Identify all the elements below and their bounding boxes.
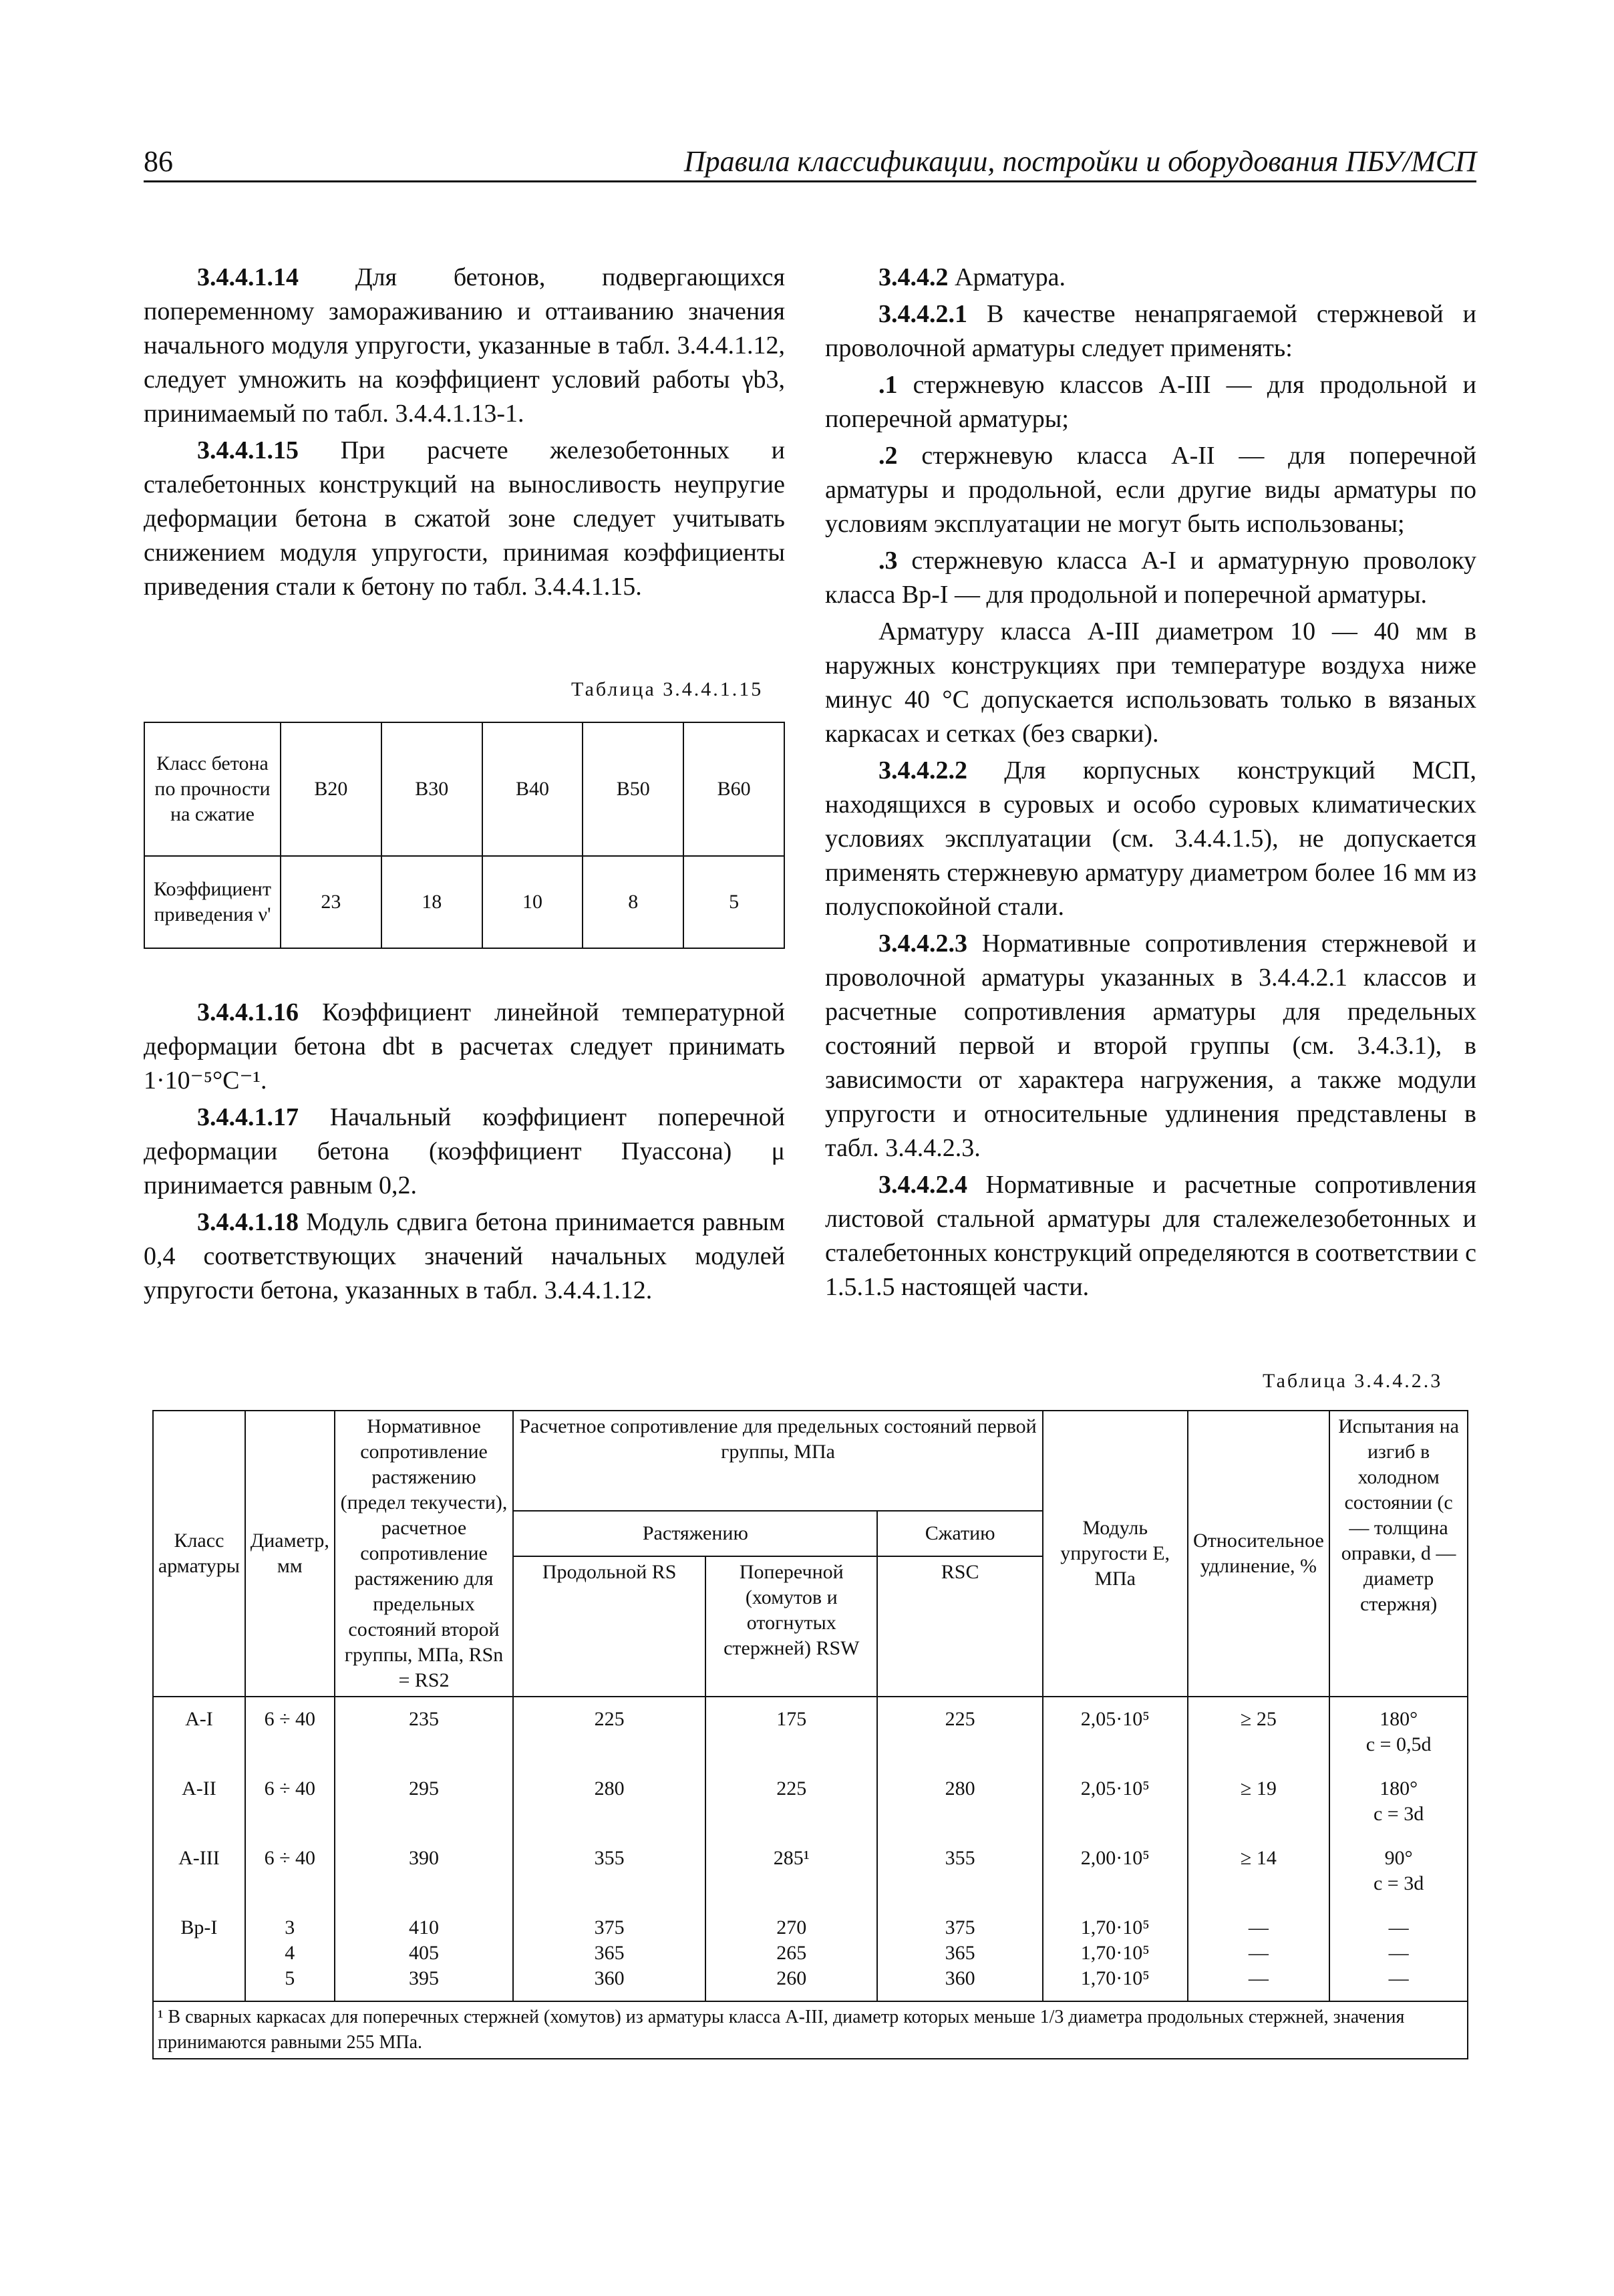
paragraph: Арматуру класса А-III диаметром 10 — 40 мм в наружных конструкциях при температуре воздуха ниже минус 40 °C допускается использовать только в вязаных каркасах и сетках (без сварки). xyxy=(825,617,1476,748)
table-cell: 10 xyxy=(482,856,583,948)
table-cell: 390 xyxy=(335,1836,514,1906)
table-cell: ≥ 14 xyxy=(1188,1836,1330,1906)
table1-caption: Таблица 3.4.4.1.15 xyxy=(571,678,764,700)
header-cell: Расчетное сопротивление для предельных состояний первой группы, МПа xyxy=(513,1411,1042,1511)
header-cell: Продольной RS xyxy=(513,1556,705,1697)
table-row xyxy=(153,1697,1468,1767)
table-cell: 8 xyxy=(583,856,683,948)
header-cell: Диаметр, мм xyxy=(245,1411,335,1697)
running-title: Правила классификации, постройки и оборудования ПБУ/МСП xyxy=(683,145,1476,178)
paragraph: 3.4.4.1.15 При расчете железобетонных и сталебетонных конструкций на выносливость неупругие деформации бетона в сжатой зоне следует учитывать снижением модуля упругости, принимая коэффициенты приведения стали к бетону по табл. 3.4.4.1.15. xyxy=(144,436,785,601)
table-cell: 2,05·10⁵ xyxy=(1043,1767,1188,1836)
table-cell: A-I xyxy=(153,1697,245,1767)
table-cell: 175 xyxy=(705,1697,877,1767)
table-row xyxy=(153,1836,1468,1906)
table-cell: 18 xyxy=(381,856,482,948)
paragraph: 3.4.4.2.4 Нормативные и расчетные сопротивления листовой стальной арматуры для сталежелезобетонных и сталебетонных конструкций определяются в соответствии с 1.5.1.5 настоящей части. xyxy=(825,1171,1476,1301)
table-cell: 295 xyxy=(335,1767,514,1836)
header-cell: Класс арматуры xyxy=(153,1411,245,1697)
table-cell: ≥ 25 xyxy=(1188,1697,1330,1767)
table-cell: 2,05·10⁵ xyxy=(1043,1697,1188,1767)
table-cell: 90° c = 3d xyxy=(1329,1836,1468,1906)
left-column-bottom xyxy=(144,996,785,1310)
table-cell: 355 xyxy=(877,1836,1042,1906)
table-cell: 280 xyxy=(513,1767,705,1836)
table-cell: — — — xyxy=(1188,1906,1330,2001)
table-cell: 225 xyxy=(513,1697,705,1767)
table-cell: 375 365 360 xyxy=(877,1906,1042,2001)
table-cell: 6 ÷ 40 xyxy=(245,1836,335,1906)
header-cell: RSC xyxy=(877,1556,1042,1697)
table-cell: A-III xyxy=(153,1836,245,1906)
table-footnote-row xyxy=(153,2001,1468,2059)
table-cell: 23 xyxy=(281,856,381,948)
header-cell: Сжатию xyxy=(877,1511,1042,1556)
header-cell: Модуль упругости E, МПа xyxy=(1043,1411,1188,1697)
list-item: .3 стержневую класса А-I и арматурную проволоку класса Bp-I — для продольной и поперечной арматуры. xyxy=(825,547,1476,609)
table-reinforcement xyxy=(152,1410,1468,2059)
table-cell: 6 ÷ 40 xyxy=(245,1767,335,1836)
table-cell: 270 265 260 xyxy=(705,1906,877,2001)
table-cell: 285¹ xyxy=(705,1836,877,1906)
left-column-top xyxy=(144,261,785,607)
paragraph: 3.4.4.1.14 Для бетонов, подвергающихся попеременному замораживанию и оттаиванию значения начального модуля упругости, указанные в табл. 3.4.4.1.12, следует умножить на коэффициент условий работы γb3, принимаемый по табл. 3.4.4.1.13-1. xyxy=(144,263,785,428)
paragraph: 3.4.4.2.1 В качестве ненапрягаемой стержневой и проволочной арматуры следует применять: xyxy=(825,300,1476,362)
table-cell: 375 365 360 xyxy=(513,1906,705,2001)
table-cell: — — — xyxy=(1329,1906,1468,2001)
page-header xyxy=(144,142,1476,182)
table-cell: B20 xyxy=(281,722,381,856)
list-item: .2 стержневую класса А-II — для поперечной арматуры и продольной, если другие виды арматуры по условиям эксплуатации не могут быть использованы; xyxy=(825,442,1476,538)
table2-caption: Таблица 3.4.4.2.3 xyxy=(1263,1370,1443,1392)
table-cell: 2,00·10⁵ xyxy=(1043,1836,1188,1906)
table-concrete-coefficients xyxy=(144,722,785,949)
table-cell: 355 xyxy=(513,1836,705,1906)
header-cell: Относительное удлинение, % xyxy=(1188,1411,1330,1697)
table-cell: ≥ 19 xyxy=(1188,1767,1330,1836)
header-cell: Растяжению xyxy=(513,1511,877,1556)
table-cell: 1,70·10⁵ 1,70·10⁵ 1,70·10⁵ xyxy=(1043,1906,1188,2001)
table-row xyxy=(153,1906,1468,2001)
page-number: 86 xyxy=(144,145,173,178)
paragraph: 3.4.4.1.17 Начальный коэффициент поперечной деформации бетона (коэффициент Пуассона) μ принимается равным 0,2. xyxy=(144,1103,785,1199)
table-cell: B60 xyxy=(683,722,784,856)
list-item: .1 стержневую классов А-III — для продольной и поперечной арматуры; xyxy=(825,371,1476,433)
table-cell: 6 ÷ 40 xyxy=(245,1697,335,1767)
paragraph: 3.4.4.2.2 Для корпусных конструкций МСП, находящихся в суровых и особо суровых климатических условиях эксплуатации (см. 3.4.4.1.5), не допускается применять стержневую арматуру диаметром более 16 мм из полуспокойной стали. xyxy=(825,756,1476,921)
table-row xyxy=(144,722,784,856)
paragraph: 3.4.4.1.18 Модуль сдвига бетона принимается равным 0,4 соответствующих значений начальных модулей упругости бетона, указанных в табл. 3.4.4.1.12. xyxy=(144,1208,785,1304)
table-cell: Класс бетона по прочности на сжатие xyxy=(144,722,281,856)
table-cell: 235 xyxy=(335,1697,514,1767)
table-cell: Bp-I xyxy=(153,1906,245,2001)
table-cell: Коэффициент приведения ν' xyxy=(144,856,281,948)
paragraph: 3.4.4.1.16 Коэффициент линейной температурной деформации бетона dbt в расчетах следует принимать 1·10⁻⁵°C⁻¹. xyxy=(144,998,785,1095)
table-cell: 225 xyxy=(705,1767,877,1836)
table-footnote: ¹ В сварных каркасах для поперечных стержней (хомутов) из арматуры класса А-III, диаметр которых меньше 1/3 диаметра продольных стержней, значения принимаются равными 255 МПа. xyxy=(153,2001,1468,2059)
table-cell: 180° c = 0,5d xyxy=(1329,1697,1468,1767)
table-cell: 410 405 395 xyxy=(335,1906,514,2001)
table-cell: 225 xyxy=(877,1697,1042,1767)
table-row xyxy=(144,856,784,948)
table-cell: A-II xyxy=(153,1767,245,1836)
paragraph: 3.4.4.2.3 Нормативные сопротивления стержневой и проволочной арматуры указанных в 3.4.4.2.1 классов и расчетные сопротивления арматуры для предельных состояний первой и второй группы (см. 3.4.3.1), в зависимости от характера нагружения, а также модули упругости и относительные удлинения представлены в табл. 3.4.4.2.3. xyxy=(825,929,1476,1162)
table-cell: 280 xyxy=(877,1767,1042,1836)
table-header-row xyxy=(153,1411,1468,1511)
table-row xyxy=(153,1767,1468,1836)
table-cell: 180° c = 3d xyxy=(1329,1767,1468,1836)
header-cell: Испытания на изгиб в холодном состоянии (c — толщина оправки, d — диаметр стержня) xyxy=(1329,1411,1468,1697)
table-cell: B50 xyxy=(583,722,683,856)
table-cell: B30 xyxy=(381,722,482,856)
paragraph: 3.4.4.2 Арматура. xyxy=(878,263,1066,291)
header-cell: Нормативное сопротивление растяжению (предел текучести), расчетное сопротивление растяжению для предельных состояний второй группы, МПа, RSn = RS2 xyxy=(335,1411,514,1697)
table-cell: 5 xyxy=(683,856,784,948)
right-column xyxy=(825,261,1476,1307)
table-cell: 3 4 5 xyxy=(245,1906,335,2001)
header-cell: Поперечной (хомутов и отогнутых стержней) RSW xyxy=(705,1556,877,1697)
table-cell: B40 xyxy=(482,722,583,856)
